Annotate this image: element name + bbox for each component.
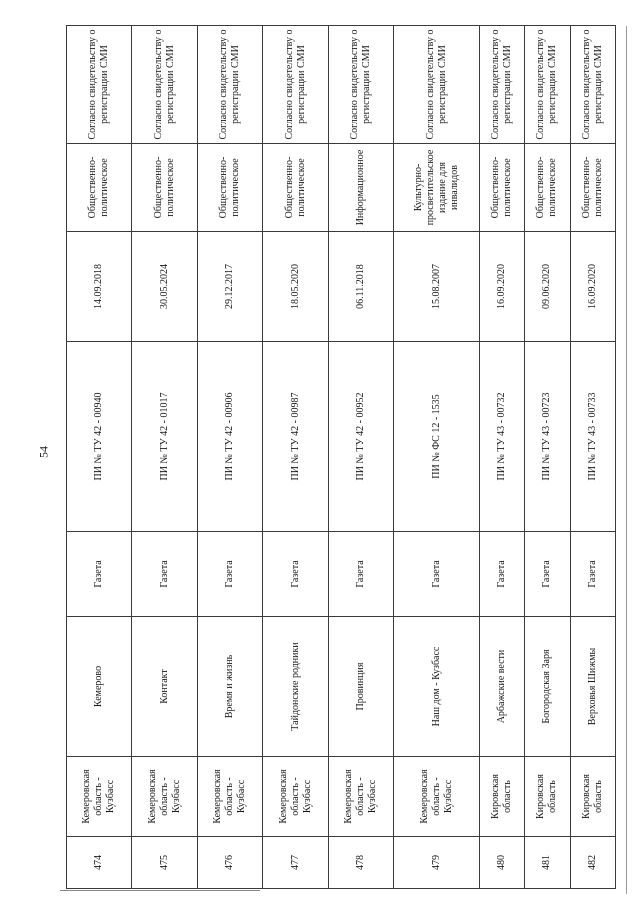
specialization-cell: Общественно-политическое <box>197 144 262 232</box>
registration-date-cell: 16.09.2020 <box>570 232 615 342</box>
specialization-cell: Информационное <box>328 144 393 232</box>
form-cell: Газета <box>263 532 328 617</box>
registration-date-cell: 15.08.2007 <box>394 232 480 342</box>
registration-number-cell: ПИ № ТУ 42 - 00952 <box>328 342 393 532</box>
specialization-cell: Общественно-политическое <box>67 144 132 232</box>
footer-rule <box>60 890 260 891</box>
registration-number-cell: ПИ № ФС 12 - 1535 <box>394 342 480 532</box>
specialization-cell: Общественно-политическое <box>479 144 524 232</box>
territory-cell: Согласно свидетельству о регистрации СМИ <box>197 26 262 144</box>
form-cell: Газета <box>328 532 393 617</box>
form-cell: Газета <box>197 532 262 617</box>
row-number: 477 <box>263 837 328 889</box>
region-cell: Кировская область <box>570 757 615 837</box>
territory-cell: Согласно свидетельству о регистрации СМИ <box>67 26 132 144</box>
region-cell: Кемеровская область - Кузбасс <box>394 757 480 837</box>
registration-date-cell: 30.05.2024 <box>132 232 197 342</box>
specialization-cell: Культурно-просветительское издание для инвалидов <box>394 144 480 232</box>
row-number: 480 <box>479 837 524 889</box>
territory-cell: Согласно свидетельству о регистрации СМИ <box>479 26 524 144</box>
form-cell: Газета <box>132 532 197 617</box>
page-number: 54 <box>36 446 51 458</box>
form-cell: Газета <box>67 532 132 617</box>
specialization-cell: Общественно-политическое <box>132 144 197 232</box>
registration-date-cell: 06.11.2018 <box>328 232 393 342</box>
territory-cell: Согласно свидетельству о регистрации СМИ <box>394 26 480 144</box>
form-cell: Газета <box>570 532 615 617</box>
registration-number-cell: ПИ № ТУ 42 - 00987 <box>263 342 328 532</box>
registration-date-cell: 18.05.2020 <box>263 232 328 342</box>
registration-date-cell: 29.12.2017 <box>197 232 262 342</box>
specialization-cell: Общественно-политическое <box>263 144 328 232</box>
media-title-cell: Арбажские вести <box>479 617 524 757</box>
region-cell: Кемеровская область - Кузбасс <box>132 757 197 837</box>
row-number: 474 <box>67 837 132 889</box>
specialization-cell: Общественно-политическое <box>570 144 615 232</box>
page-edge-line <box>626 26 627 894</box>
registration-number-cell: ПИ № ТУ 43 - 00733 <box>570 342 615 532</box>
table-row <box>132 26 197 889</box>
table-row <box>197 26 262 889</box>
registration-date-cell: 09.06.2020 <box>525 232 570 342</box>
registration-date-cell: 14.09.2018 <box>67 232 132 342</box>
registration-number-cell: ПИ № ТУ 43 - 00732 <box>479 342 524 532</box>
registration-number-cell: ПИ № ТУ 42 - 00906 <box>197 342 262 532</box>
media-title-cell: Контакт <box>132 617 197 757</box>
table-row <box>67 26 132 889</box>
table-row <box>394 26 480 889</box>
registration-number-cell: ПИ № ТУ 42 - 01017 <box>132 342 197 532</box>
region-cell: Кемеровская область - Кузбасс <box>263 757 328 837</box>
row-number: 479 <box>394 837 480 889</box>
region-cell: Кемеровская область - Кузбасс <box>197 757 262 837</box>
row-number: 482 <box>570 837 615 889</box>
form-cell: Газета <box>525 532 570 617</box>
territory-cell: Согласно свидетельству о регистрации СМИ <box>263 26 328 144</box>
form-cell: Газета <box>394 532 480 617</box>
row-number: 478 <box>328 837 393 889</box>
table-row <box>263 26 328 889</box>
table-row <box>479 26 524 889</box>
specialization-cell: Общественно-политическое <box>525 144 570 232</box>
territory-cell: Согласно свидетельству о регистрации СМИ <box>570 26 615 144</box>
media-title-cell: Верховья Шижмы <box>570 617 615 757</box>
row-number: 475 <box>132 837 197 889</box>
table-row <box>570 26 615 889</box>
territory-cell: Согласно свидетельству о регистрации СМИ <box>328 26 393 144</box>
registration-date-cell: 16.09.2020 <box>479 232 524 342</box>
media-title-cell: Тайдонские родники <box>263 617 328 757</box>
table-row <box>525 26 570 889</box>
region-cell: Кемеровская область - Кузбасс <box>67 757 132 837</box>
territory-cell: Согласно свидетельству о регистрации СМИ <box>525 26 570 144</box>
media-title-cell: Наш дом - Кузбасс <box>394 617 480 757</box>
registration-number-cell: ПИ № ТУ 42 - 00940 <box>67 342 132 532</box>
region-cell: Кемеровская область - Кузбасс <box>328 757 393 837</box>
registration-number-cell: ПИ № ТУ 43 - 00723 <box>525 342 570 532</box>
row-number: 476 <box>197 837 262 889</box>
form-cell: Газета <box>479 532 524 617</box>
row-number: 481 <box>525 837 570 889</box>
media-registry-table <box>66 25 616 889</box>
media-title-cell: Провинция <box>328 617 393 757</box>
rotated-table-wrapper <box>66 26 616 889</box>
territory-cell: Согласно свидетельству о регистрации СМИ <box>132 26 197 144</box>
region-cell: Кировская область <box>479 757 524 837</box>
table-row <box>328 26 393 889</box>
media-title-cell: Время и жизнь <box>197 617 262 757</box>
region-cell: Кировская область <box>525 757 570 837</box>
media-title-cell: Кемерово <box>67 617 132 757</box>
media-title-cell: Богородская Заря <box>525 617 570 757</box>
